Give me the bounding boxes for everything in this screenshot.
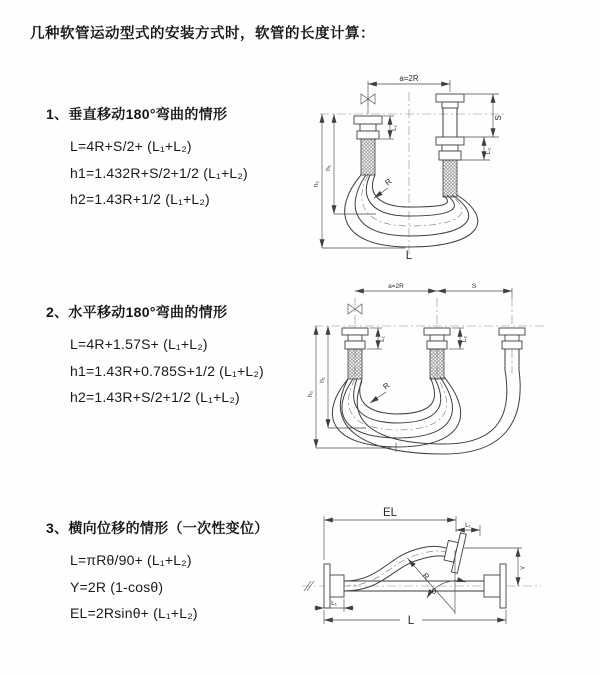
- label-h2: h₂: [313, 180, 320, 188]
- label-h2: h₂: [307, 390, 314, 398]
- right-flange-displaced: [499, 328, 525, 370]
- dimension-l1-bottom: [314, 599, 354, 612]
- label-l1: L₁: [391, 125, 398, 131]
- page-title: 几种软管运动型式的安装方式时，软管的长度计算：: [30, 26, 375, 42]
- left-flange: [342, 328, 368, 379]
- label-r: R: [420, 571, 432, 582]
- dimension-l1-top: [456, 522, 480, 536]
- label-el: EL: [382, 507, 398, 519]
- left-flange: [354, 116, 382, 175]
- label-h1: h₁: [319, 377, 326, 383]
- hose-u-bend-position2: [340, 370, 520, 454]
- label-y: Y: [520, 565, 527, 571]
- formula-line: h2=1.43R+S/2+1/2 (L₁+L₂): [70, 389, 240, 405]
- braided-hose-section: [443, 160, 457, 197]
- label-l2: L₂: [485, 147, 492, 155]
- label-s: S: [471, 283, 477, 290]
- label-s: S: [494, 115, 503, 121]
- section-2-formulas: [70, 331, 264, 411]
- dimension-s: [437, 283, 512, 298]
- formula-line: L=4R+S/2+ (L₁+L₂): [70, 138, 192, 154]
- formula-line: L=πRθ/90+ (L₁+L₂): [70, 552, 192, 568]
- label-h1: h₁: [325, 165, 332, 171]
- label-a2r: a=2R: [399, 74, 419, 83]
- section-1-formulas: [70, 133, 248, 213]
- label-r: R: [381, 380, 392, 392]
- hose-u-bend: [345, 175, 478, 247]
- centerlines: [320, 81, 506, 254]
- radius-leader: [370, 381, 392, 403]
- vertical-180-bend-diagram: [310, 62, 595, 262]
- dimension-a2r: [368, 74, 450, 92]
- formula-line: Y=2R (1-cosθ): [70, 578, 164, 595]
- right-flange-upper: [436, 94, 464, 137]
- label-theta: θ: [431, 587, 437, 596]
- dimension-el: [324, 507, 456, 560]
- right-flange-lower: [484, 564, 506, 608]
- formula-line: h2=1.43R+1/2 (L₁+L₂): [70, 191, 210, 207]
- right-flange-lower: [436, 137, 464, 197]
- hose-u-bend-position1: [332, 377, 460, 447]
- dimension-l: [324, 610, 506, 627]
- braided-hose-section: [430, 349, 444, 379]
- right-flange-upper: [442, 531, 467, 574]
- label-r: R: [383, 176, 394, 188]
- label-l1-bottom: L₁: [331, 600, 337, 607]
- label-l2: L₂: [461, 335, 468, 343]
- section-3-formulas: [70, 547, 269, 627]
- formula-line: h1=1.432R+S/2+1/2 (L₁+L₂): [70, 164, 248, 181]
- dimension-l1: [367, 328, 386, 349]
- dimension-a2r: [355, 283, 437, 291]
- formula-line: L=4R+1.57S+ (L₁+L₂): [70, 336, 208, 352]
- label-l1: L₁: [379, 336, 386, 342]
- hose-s-curve: [344, 546, 449, 591]
- radius-leader: [374, 177, 394, 198]
- braided-hose-section: [361, 139, 375, 175]
- section-2-heading: 2、水平移动180°弯曲的情形: [46, 304, 228, 320]
- horizontal-180-bend-diagram: [306, 276, 598, 461]
- lateral-displacement-diagram: [296, 502, 600, 657]
- section-lateral-displacement: [46, 518, 269, 627]
- dimension-l1: [380, 116, 398, 139]
- label-l: L: [407, 615, 415, 627]
- label-a2r: a=2R: [388, 283, 404, 290]
- section-horizontal-180: [46, 302, 264, 411]
- dimension-s: [459, 94, 503, 160]
- label-l: L: [405, 250, 413, 262]
- dimension-l2: [449, 328, 468, 349]
- formula-line: EL=2Rsinθ+ (L₁+L₂): [70, 605, 198, 621]
- label-l1-top: L₁: [465, 522, 471, 529]
- section-3-heading: 3、横向位移的情形（一次性变位）: [46, 520, 269, 536]
- braided-hose-section: [348, 349, 362, 379]
- formula-line: h1=1.43R+0.785S+1/2 (L₁+L₂): [70, 362, 264, 379]
- middle-flange: [424, 328, 450, 379]
- section-vertical-180: [46, 104, 248, 213]
- section-1-heading: 1、垂直移动180°弯曲的情形: [46, 106, 228, 122]
